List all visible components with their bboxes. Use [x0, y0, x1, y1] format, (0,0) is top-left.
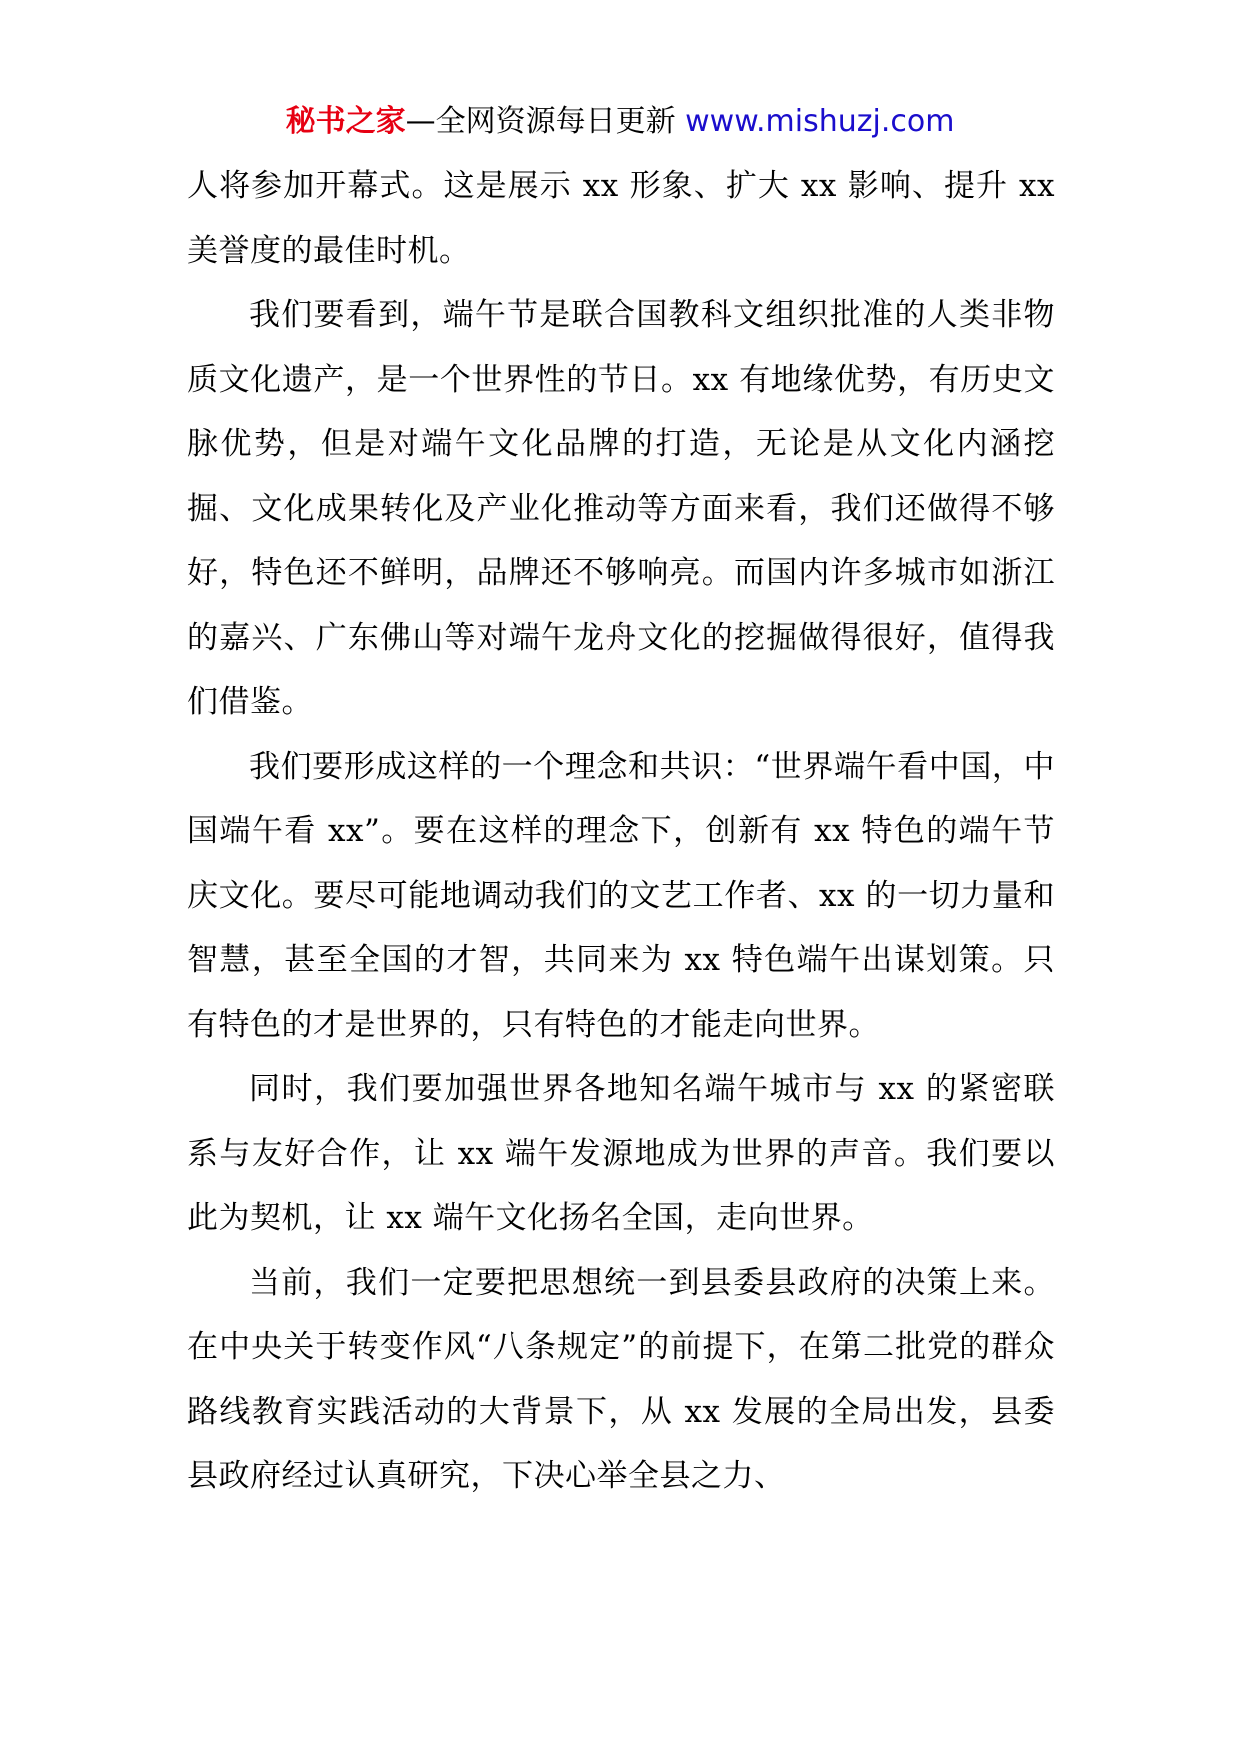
paragraph: 同时，我们要加强世界各地知名端午城市与 xx 的紧密联系与友好合作，让 xx 端午发源地成为世界的声音。我们要以此为契机，让 xx 端午文化扬名全国，走向世界。 [187, 1071, 1055, 1236]
header-tagline: —全网资源每日更新 [405, 104, 676, 139]
paragraph: 当前，我们一定要把思想统一到县委县政府的决策上来。在中央关于转变作风“八条规定”的前提下，在第二批党的群众路线教育实践活动的大背景下，从 xx 发展的全局出发，县委县政府经过认真研究，下决心举全县之力、 [187, 1264, 1055, 1494]
paragraph-continued: 人将参加开幕式。这是展示 xx 形象、扩大 xx 影响、提升 xx 美誉度的最佳时机。 [187, 168, 1055, 269]
brand-name: 秘书之家 [285, 104, 406, 139]
document-body [187, 154, 1055, 1509]
site-header [0, 100, 1240, 144]
paragraph: 我们要看到，端午节是联合国教科文组织批准的人类非物质文化遗产，是一个世界性的节日。xx 有地缘优势，有历史文脉优势，但是对端午文化品牌的打造，无论是从文化内涵挖掘、文化成果转化及产业化推动等方面来看，我们还做得不够好，特色还不鲜明，品牌还不够响亮。而国内许多城市如浙江的嘉兴、广东佛山等对端午龙舟文化的挖掘做得很好，值得我们借鉴。 [187, 297, 1055, 720]
site-url-link[interactable]: www.mishuzj.com [685, 104, 955, 139]
paragraph: 我们要形成这样的一个理念和共识：“世界端午看中国，中国端午看 xx”。要在这样的理念下，创新有 xx 特色的端午节庆文化。要尽可能地调动我们的文艺工作者、xx 的一切力量和智慧，甚至全国的才智，共同来为 xx 特色端午出谋划策。只有特色的才是世界的，只有特色的才能走向世界。 [187, 748, 1055, 1043]
